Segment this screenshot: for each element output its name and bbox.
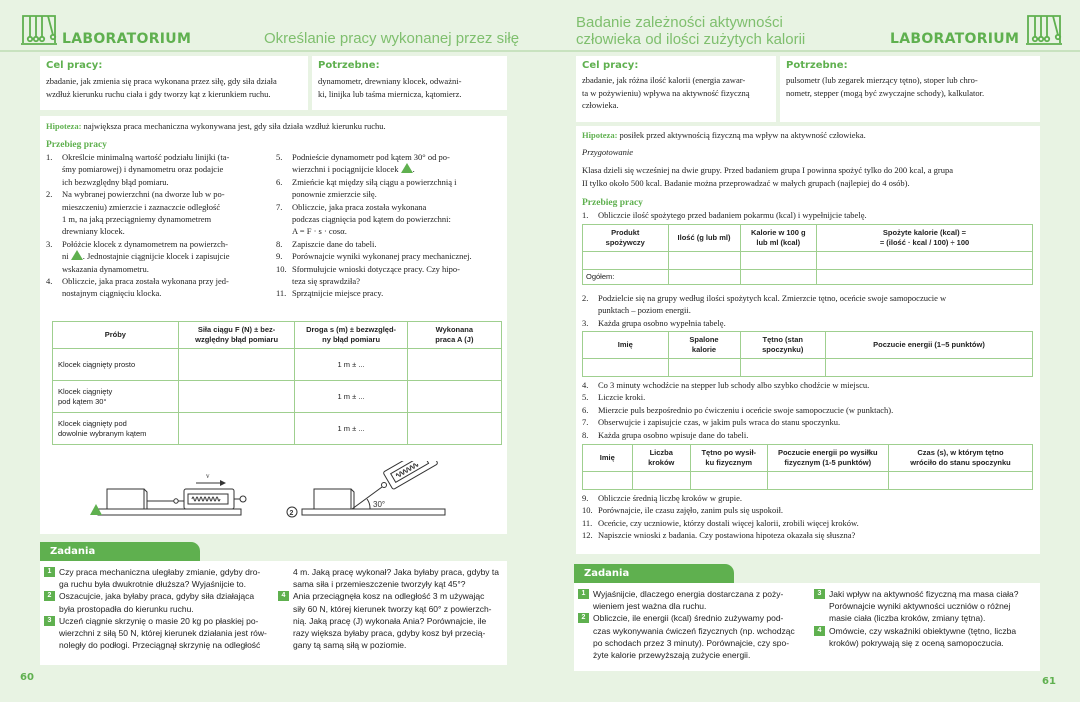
task-line: Ania przeciągnęła kosz na odległość 3 m używając xyxy=(293,591,485,602)
table-header-cell: Poczucie energii (1–5 punktów) xyxy=(826,332,1033,359)
task-line: masie ciała (liczba kroków, zmiany tętna). xyxy=(829,613,986,624)
potrzebne-title: Potrzebne: xyxy=(318,60,380,71)
results-table-wrap xyxy=(52,321,502,445)
potrzebne-text-2: ki, linijka lub taśma miernicza, kątomierz. xyxy=(318,88,462,99)
task-number-badge: 2 xyxy=(44,591,55,601)
task-item xyxy=(578,588,810,612)
energy-table xyxy=(582,331,1033,377)
energy-cell[interactable] xyxy=(583,359,669,377)
activity-cell[interactable] xyxy=(767,472,889,490)
potrzebne-box xyxy=(780,56,1040,122)
activity-cell[interactable] xyxy=(632,472,691,490)
step-text: Oceńcie, czy uczniowie, którzy dostali więcej kalorii, zrobili więcej kroków. xyxy=(598,517,859,528)
step-item xyxy=(276,238,506,250)
cel-pracy-box xyxy=(576,56,776,122)
cel-pracy-text-1: zbadanie, jak zmienia się praca wykonana przez siłę, gdy siła działa xyxy=(46,76,277,86)
steps-list-col2 xyxy=(276,151,506,300)
experiment-figure xyxy=(70,461,490,531)
task-number-badge: 1 xyxy=(578,589,589,599)
step-line: teza się sprawdziła? xyxy=(292,276,360,287)
table-header-cell: Siła ciągu F (N) ± bez- względny błąd pomiaru xyxy=(178,322,295,349)
cel-pracy-text-1: zbadanie, jak różna ilość kalorii (energia zawar- xyxy=(582,75,746,85)
warning-triangle-icon xyxy=(71,250,83,260)
step-number: 7. xyxy=(582,417,589,428)
step-item xyxy=(582,429,1037,441)
hipoteza-text: posiłek przed aktywnością fizyczną ma wpływ na aktywność człowieka. xyxy=(619,130,866,140)
lab-label: LABORATORIUM xyxy=(890,31,1020,47)
step-line: . xyxy=(412,164,415,175)
table-cell[interactable] xyxy=(178,413,295,445)
table-header-cell: Czas (s), w którym tętno wróciło do stanu spoczynku xyxy=(889,445,1033,472)
task-line: Obliczcie, ile energii (kcal) średnio zużywamy pod- xyxy=(593,613,784,624)
step-number: 3. xyxy=(582,317,589,328)
page-title: Określanie pracy wykonanej przez siłę xyxy=(264,30,520,47)
step-item xyxy=(582,292,1037,317)
cel-pracy-box xyxy=(40,56,308,110)
step-item xyxy=(582,529,1037,541)
steps-9-12 xyxy=(582,492,1037,542)
step-line: Obliczcie, jaka praca została wykonana xyxy=(292,201,427,212)
table-cell: Klocek ciągnięty pod kątem 30° xyxy=(53,381,179,413)
steps-list-col1 xyxy=(46,151,272,300)
step-number: 3. xyxy=(46,238,53,249)
step-text: Obliczcie ilość spożytego przed badaniem pokarmu (kcal) i wypełnijcie tabelę. xyxy=(598,210,867,220)
task-number-badge: 3 xyxy=(814,589,825,599)
table-cell[interactable] xyxy=(407,413,501,445)
food-cell[interactable] xyxy=(583,252,669,270)
table-cell[interactable] xyxy=(178,381,295,413)
task-line: była prostopadła do kierunku ruchu. xyxy=(59,603,194,614)
food-cell[interactable] xyxy=(740,270,817,285)
page-number: 61 xyxy=(1042,676,1056,687)
step-line: wierzchni i pociągnijcie klocek xyxy=(292,164,399,175)
step-line: 1 m, na jaką przeciągniemy dynamometrem xyxy=(62,214,212,225)
step-text: Porównajcie, ile czasu zajęło, zanim puls się uspokoił. xyxy=(598,505,784,516)
step-number: 1. xyxy=(46,152,53,162)
step-item xyxy=(46,151,272,188)
zadania-tab: Zadania xyxy=(40,542,200,561)
food-cell[interactable] xyxy=(817,252,1033,270)
step-number: 11. xyxy=(582,517,593,528)
page-number: 60 xyxy=(20,672,34,683)
step-number: 6. xyxy=(276,176,283,187)
table-header-cell: Kalorie w 100 g lub ml (kcal) xyxy=(740,225,817,252)
table-row xyxy=(53,413,502,445)
table-row xyxy=(53,381,502,413)
right-page xyxy=(540,0,1080,702)
step-line: ponownie zmierzcie siłę. xyxy=(292,189,377,200)
zadania-box xyxy=(574,583,1040,671)
task-item xyxy=(814,588,1040,625)
task-line: Uczeń ciągnie skrzynię o masie 20 kg po płaskiej po- xyxy=(59,615,259,626)
potrzebne-text-2: nometr, stepper (mogą być zwyczajne schody), kalkulator. xyxy=(786,87,985,98)
potrzebne-text-1: pulsometr (lub zegarek mierzący tętno), stoper lub chro- xyxy=(786,75,978,85)
step-line: podczas ciągnięcia pod kątem do powierzchni: xyxy=(292,214,451,225)
step-line: A = F · s · cosα. xyxy=(292,226,347,237)
task-line: razy większa byłaby praca, gdyby kosz był przecią- xyxy=(293,628,486,639)
step-line: śmy pomiarowej) i dynamometru oraz podajcie xyxy=(62,164,224,175)
task-line: ga ruchu była dwukrotnie dłuższa? Wyjaśnijcie to. xyxy=(59,579,247,590)
step-line: Sprzątnijcie miejsce pracy. xyxy=(292,288,384,299)
step-text: Obliczcie średnią liczbę kroków w grupie. xyxy=(598,493,742,503)
table-header-cell: Imię xyxy=(583,445,633,472)
table-header-cell: Tętno (stan spoczynku) xyxy=(740,332,826,359)
newton-cradle-icon xyxy=(20,13,58,47)
step-item xyxy=(46,238,272,275)
task-line: siły 60 N, której kierunek tworzy kąt 60° z powierzch- xyxy=(293,603,492,614)
step-item xyxy=(276,151,506,176)
step-text: Co 3 minuty wchodźcie na stepper lub schody albo szybko chodźcie w miejscu. xyxy=(598,380,870,390)
newton-cradle-icon xyxy=(1025,13,1063,47)
step-number: 6. xyxy=(582,404,589,415)
step-number: 9. xyxy=(582,493,589,503)
step-number: 2. xyxy=(582,293,589,303)
food-table xyxy=(582,224,1033,285)
przygotowanie-title: Przygotowanie xyxy=(582,147,633,157)
table-cell[interactable] xyxy=(178,349,295,381)
task-line: nią. Jaką pracę (J) wykonała Ania? Porównajcie, ile xyxy=(293,615,487,626)
step-line: Połóżcie klocek z dynamometrem na powierzch- xyxy=(62,238,228,249)
table-header-cell: Wykonana praca A (J) xyxy=(407,322,501,349)
table-row xyxy=(53,349,502,381)
page-title-line-2: człowieka od ilości zużytych kalorii xyxy=(576,31,806,48)
step-item xyxy=(582,317,1037,329)
table-header-cell: Imię xyxy=(583,332,669,359)
task-number-badge: 1 xyxy=(44,567,55,577)
task-number-badge: 4 xyxy=(278,591,289,601)
food-cell[interactable] xyxy=(740,252,817,270)
energy-cell[interactable] xyxy=(740,359,826,377)
step-line: nostajnym ciągnięciu klocka. xyxy=(62,288,162,299)
hipoteza xyxy=(46,120,386,133)
step-number: 8. xyxy=(582,429,589,440)
vector-label: v xyxy=(206,472,210,480)
step-item xyxy=(276,176,506,201)
step-item xyxy=(582,404,1037,416)
step-number: 4. xyxy=(46,276,53,287)
table-header-cell: Próby xyxy=(53,322,179,349)
table-cell[interactable] xyxy=(407,349,501,381)
task-item xyxy=(44,615,276,652)
step-line: Każda grupa osobno wypełnia tabelę. xyxy=(598,317,726,328)
steps-4-8 xyxy=(582,379,1037,441)
table-header-cell: Droga s (m) ± bezwzględ- ny błąd pomiaru xyxy=(295,322,407,349)
table-header-cell: Tętno po wysił- ku fizycznym xyxy=(691,445,768,472)
cel-pracy-text-2: wzdłuż kierunku ruchu ciała i gdy tworzy kąt z kierunkiem ruchu. xyxy=(46,88,271,99)
food-cell[interactable] xyxy=(817,270,1033,285)
task-item xyxy=(278,590,506,651)
angle-label: 30° xyxy=(373,500,386,509)
przygotowanie-text-2: II tylko około 500 kcal. Badanie można przeprowadzać w małych grupach (najlepiej do 4 osób). xyxy=(582,178,910,188)
task-item xyxy=(44,566,276,590)
cel-pracy-title: Cel pracy: xyxy=(582,60,639,71)
zadania-col1 xyxy=(578,588,810,661)
energy-table-wrap xyxy=(582,331,1033,377)
energy-table-row xyxy=(583,359,1033,377)
step-number: 10. xyxy=(276,263,287,274)
food-table-total-row xyxy=(583,270,1033,285)
table-header-cell: Produkt spożywczy xyxy=(583,225,669,252)
zadania-col2 xyxy=(278,566,506,651)
task-line: Jaki wpływ na aktywność fizyczną ma masa ciała? xyxy=(829,589,1019,599)
warning-triangle-icon xyxy=(401,163,413,173)
task-line: żyte kalorie przewyższają zużycie energii. xyxy=(593,650,751,661)
activity-table-row xyxy=(583,472,1033,490)
step-1 xyxy=(582,209,1032,221)
step-line: mieszczeniu) zmierzcie i zaznaczcie odległość xyxy=(62,201,221,212)
energy-cell[interactable] xyxy=(826,359,1033,377)
step-text: Napiszcie wnioski z badania. Czy postawiona hipoteza okazała się słuszna? xyxy=(598,530,856,541)
header-divider xyxy=(0,50,540,52)
task-line: wieniem jest ważna dla ruchu. xyxy=(593,601,707,612)
task-line: Wyjaśnijcie, dlaczego energia dostarczana z poży- xyxy=(593,589,784,599)
step-item xyxy=(582,209,1032,221)
step-number: 11. xyxy=(276,288,287,299)
step-line: . Jednostajnie ciągnijcie klocek i zapisujcie xyxy=(82,251,230,262)
hipoteza-label: Hipoteza: xyxy=(582,130,618,140)
task-item xyxy=(814,625,1040,649)
food-cell[interactable] xyxy=(668,270,740,285)
activity-table-wrap xyxy=(582,444,1033,490)
step-item xyxy=(276,250,506,262)
task-line: wierzchni z siłą 50 N, której kierunek działania jest rów- xyxy=(59,628,267,639)
step-line: Na wybranej powierzchni (na dworze lub w po- xyxy=(62,189,225,200)
main-content-box xyxy=(40,116,507,534)
task-line: sama siła i przemieszczenie tworzyły kąt 45°? xyxy=(293,579,466,590)
hipoteza xyxy=(582,129,866,142)
header-divider xyxy=(540,50,1080,52)
page-title-line-1: Badanie zależności aktywności xyxy=(576,14,783,31)
step-line: ich bezwzględny błąd pomiaru. xyxy=(62,176,169,187)
table-header-cell: Liczba kroków xyxy=(632,445,691,472)
zadania-tab: Zadania xyxy=(574,564,734,583)
task-line: Omówcie, czy wskaźniki obiektywne (tętno, liczba xyxy=(829,625,1017,636)
table-header-cell: Spalone kalorie xyxy=(668,332,740,359)
step-item xyxy=(46,275,272,300)
task-item xyxy=(278,566,506,590)
step-text: Mierzcie puls bezpośrednio po ćwiczeniu i oceńcie swoje samopoczucie (w punktach). xyxy=(598,404,894,415)
step-line: Porównajcie wyniki wykonanej pracy mechanicznej. xyxy=(292,251,472,262)
task-line: Czy praca mechaniczna uległaby zmianie, gdyby dro- xyxy=(59,567,261,577)
step-line: Zmieńcie kąt między siłą ciągu a powierzchnią i xyxy=(292,176,457,187)
step-item xyxy=(582,379,1037,391)
task-line: gany tą samą siłą w poziomie. xyxy=(293,640,407,651)
step-number: 1. xyxy=(582,210,589,220)
table-cell: 1 m ± ... xyxy=(295,413,407,445)
step-line: Określcie minimalną wartość podziału linijki (ta- xyxy=(62,152,230,162)
step-number: 7. xyxy=(276,201,283,212)
task-line: po schodach przez 3 minuty). Porównajcie, czy spo- xyxy=(593,637,790,648)
task-item xyxy=(578,612,810,661)
step-line: Zapiszcie dane do tabeli. xyxy=(292,238,377,249)
step-line: Sformułujcie wnioski dotyczące pracy. Czy hipo- xyxy=(292,263,460,274)
step-line: punktach – poziom energii. xyxy=(598,305,691,316)
energy-cell[interactable] xyxy=(668,359,740,377)
table-header-cell: Poczucie energii po wysiłku fizycznym (1-5 punktów) xyxy=(767,445,889,472)
food-table-wrap xyxy=(582,224,1033,285)
step-text: Każda grupa osobno wpisuje dane do tabeli. xyxy=(598,429,749,440)
step-item xyxy=(582,504,1037,516)
step-number: 12. xyxy=(582,530,593,541)
cel-pracy-title: Cel pracy: xyxy=(46,60,103,71)
step-number: 2. xyxy=(46,189,53,200)
arrow-head-icon xyxy=(220,480,226,486)
step-number: 10. xyxy=(582,505,593,516)
activity-cell[interactable] xyxy=(583,472,633,490)
przebieg-title: Przebieg pracy xyxy=(46,140,107,150)
potrzebne-text-1: dynamometr, drewniany klocek, odważni- xyxy=(318,76,462,86)
total-label: Ogółem: xyxy=(583,270,669,285)
step-line: Obliczcie, jaka praca została wykonana przy jed- xyxy=(62,276,229,287)
task-line: czas wykonywania ćwiczeń fizycznych (np. wchodząc xyxy=(593,625,795,636)
step-item xyxy=(276,201,506,238)
step-number: 4. xyxy=(582,380,589,390)
hipoteza-text: największa praca mechaniczna wykonywana jest, gdy siła działa wzdłuż kierunku ruchu. xyxy=(83,121,386,131)
table-cell: 1 m ± ... xyxy=(295,381,407,413)
step-line: Podzielcie się na grupy według ilości spożytych kcal. Zmierzcie tętno, oceńcie swoje samopoczucie w xyxy=(598,293,947,303)
step-number: 5. xyxy=(276,152,283,162)
zadania-col2 xyxy=(814,588,1040,649)
task-number-badge: 3 xyxy=(44,616,55,626)
lab-label: LABORATORIUM xyxy=(62,31,192,47)
main-content-box xyxy=(576,126,1040,554)
activity-cell[interactable] xyxy=(889,472,1033,490)
task-number-badge: 2 xyxy=(578,613,589,623)
step-line: drewniany klocek. xyxy=(62,226,125,237)
step-item xyxy=(582,391,1037,403)
step-line: wskazania dynamometru. xyxy=(62,263,149,274)
step-item xyxy=(276,263,506,288)
steps-2-3 xyxy=(582,292,1037,329)
task-line: Porównajcie wyniki aktywności uczniów o różnej xyxy=(829,601,1011,612)
potrzebne-title: Potrzebne: xyxy=(786,60,848,71)
task-line: 4 m. Jaką pracę wykonał? Jaka byłaby praca, gdyby ta xyxy=(293,567,499,577)
results-table xyxy=(52,321,502,445)
task-number-badge: 4 xyxy=(814,626,825,636)
table-cell: 1 m ± ... xyxy=(295,349,407,381)
przebieg-title: Przebieg pracy xyxy=(582,198,643,208)
food-cell[interactable] xyxy=(668,252,740,270)
step-item xyxy=(582,492,1037,504)
zadania-box xyxy=(40,561,507,665)
table-cell[interactable] xyxy=(407,381,501,413)
step-number: 5. xyxy=(582,392,589,403)
step-item xyxy=(582,517,1037,529)
step-text: Obserwujcie i zapisujcie czas, w jakim puls wraca do stanu spoczynku. xyxy=(598,417,841,428)
step-item xyxy=(276,287,506,299)
step-text: Liczcie kroki. xyxy=(598,392,646,403)
task-line: noległy do podłogi. Przeciągnął skrzynię na odległość xyxy=(59,640,261,651)
task-item xyxy=(44,590,276,614)
cel-pracy-text-3: człowieka. xyxy=(582,100,619,110)
figure-2-label: 2 xyxy=(289,510,294,517)
table-header-cell: Ilość (g lub ml) xyxy=(668,225,740,252)
step-number: 9. xyxy=(276,251,283,262)
step-item xyxy=(46,188,272,238)
table-header-cell: Spożyte kalorie (kcal) = = (ilość · kcal / 100) ÷ 100 xyxy=(817,225,1033,252)
potrzebne-box xyxy=(312,56,507,110)
activity-table xyxy=(582,444,1033,490)
step-item xyxy=(582,416,1037,428)
food-table-row xyxy=(583,252,1033,270)
step-number: 8. xyxy=(276,238,283,249)
activity-cell[interactable] xyxy=(691,472,768,490)
przygotowanie-text-1: Klasa dzieli się wcześniej na dwie grupy. Przed badaniem grupa I powinna spożyć tylko do 200 kcal, a grupa xyxy=(582,165,953,175)
table-cell: Klocek ciągnięty prosto xyxy=(53,349,179,381)
hipoteza-label: Hipoteza: xyxy=(46,121,82,131)
task-line: kroków) pokrywają się z oceną samopoczucia. xyxy=(829,637,1004,648)
zadania-col1 xyxy=(44,566,276,651)
cel-pracy-text-2: ta w pożywieniu) wpływa na aktywność fizyczną xyxy=(582,87,750,98)
table-cell: Klocek ciągnięty pod dowolnie wybranym kątem xyxy=(53,413,179,445)
step-line: ni xyxy=(62,251,69,262)
task-line: Oszacujcie, jaka byłaby praca, gdyby siła działająca xyxy=(59,591,255,602)
step-line: Podnieście dynamometr pod kątem 30° od po- xyxy=(292,152,450,162)
